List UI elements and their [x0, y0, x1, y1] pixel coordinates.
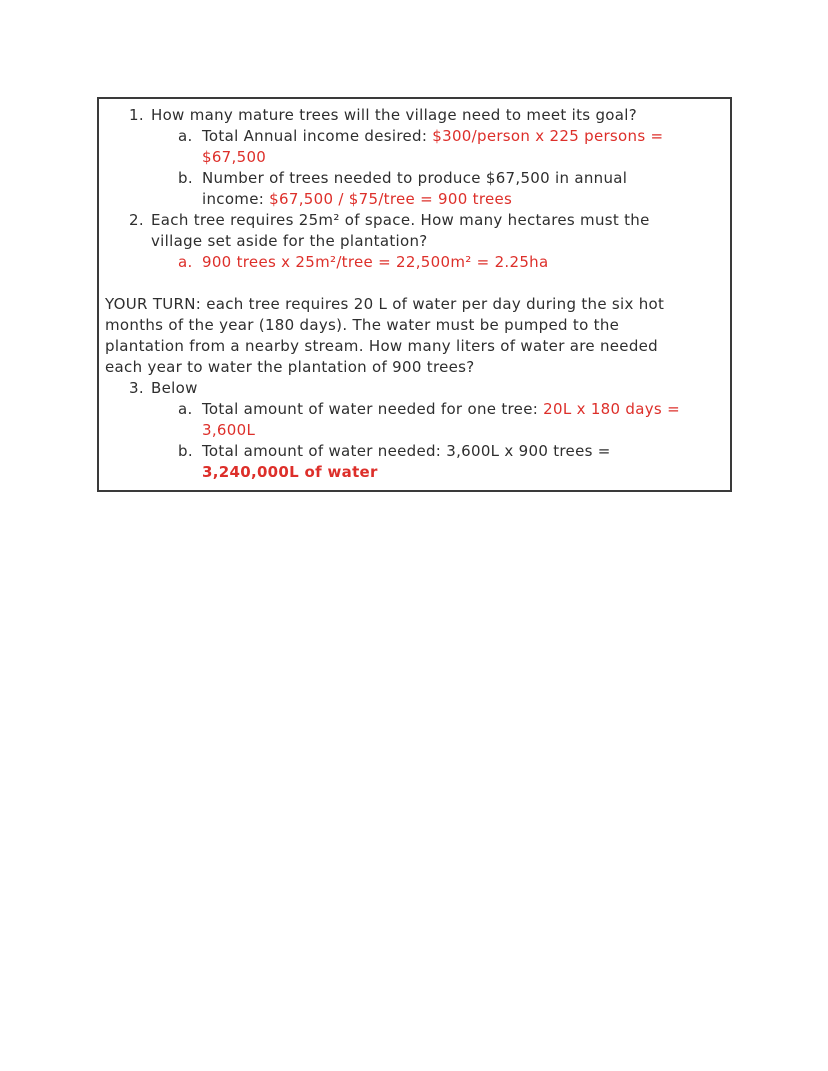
question-text-segment: YOUR TURN: each tree requires 20 L of water per day during the six hot	[105, 295, 665, 313]
block-text	[151, 378, 726, 399]
question-text-segment: Each tree requires 25m² of space. How many hectares must the	[151, 211, 650, 229]
block-text	[105, 294, 726, 378]
block-text	[202, 399, 726, 441]
list-marker: b.	[178, 169, 193, 187]
text-line	[202, 399, 726, 420]
question-text-segment: months of the year (180 days). The water must be pumped to the	[105, 316, 620, 334]
list-marker: a.	[178, 400, 193, 418]
question-text-segment: How many mature trees will the village need to meet its goal?	[151, 106, 637, 124]
list-marker: b.	[178, 442, 193, 460]
worksheet-block	[178, 441, 726, 483]
question-text-segment: Number of trees needed to produce $67,500 in annual	[202, 169, 628, 187]
list-marker: 1.	[129, 106, 144, 124]
list-marker: 2.	[129, 211, 144, 229]
text-line	[151, 231, 726, 252]
text-line	[202, 189, 726, 210]
worksheet-box	[97, 97, 732, 492]
list-marker: a.	[178, 253, 193, 271]
list-marker: 3.	[129, 379, 144, 397]
text-line	[105, 336, 726, 357]
worksheet-block	[178, 252, 726, 273]
answer-text-segment: 3,240,000L of water	[202, 463, 378, 481]
answer-text-segment: 900 trees x 25m²/tree = 22,500m² = 2.25ha	[202, 253, 549, 271]
question-text-segment: Total Annual income desired:	[202, 127, 433, 145]
text-line	[105, 357, 726, 378]
answer-text-segment: $300/person x 225 persons =	[432, 127, 664, 145]
question-text-segment: income:	[202, 190, 270, 208]
text-line	[105, 315, 726, 336]
text-line	[151, 105, 726, 126]
answer-text-segment: 3,600L	[202, 421, 256, 439]
question-text-segment: plantation from a nearby stream. How many liters of water are needed	[105, 337, 658, 355]
answer-text-segment: $67,500 / $75/tree = 900 trees	[269, 190, 513, 208]
block-text	[151, 105, 726, 126]
question-text-segment: each year to water the plantation of 900 trees?	[105, 358, 475, 376]
answer-text-segment: $67,500	[202, 148, 267, 166]
worksheet-block	[129, 378, 726, 399]
answer-text-segment: 20L x 180 days =	[543, 400, 680, 418]
block-text	[202, 168, 726, 210]
worksheet-block	[105, 294, 726, 378]
list-marker: a.	[178, 127, 193, 145]
text-line	[202, 462, 726, 483]
text-line	[202, 147, 726, 168]
block-text	[202, 252, 726, 273]
block-text	[202, 441, 726, 483]
text-line	[151, 378, 726, 399]
text-line	[202, 441, 726, 462]
question-text-segment: village set aside for the plantation?	[151, 232, 428, 250]
text-line	[202, 252, 726, 273]
worksheet-block	[129, 210, 726, 252]
question-text-segment: Below	[151, 379, 198, 397]
text-line	[202, 126, 726, 147]
text-line	[151, 210, 726, 231]
blank-line	[105, 273, 726, 294]
worksheet-block	[178, 126, 726, 168]
question-text-segment: Total amount of water needed: 3,600L x 900 trees =	[202, 442, 611, 460]
block-text	[151, 210, 726, 252]
text-line	[202, 168, 726, 189]
text-line	[202, 420, 726, 441]
question-text-segment: Total amount of water needed for one tree:	[202, 400, 544, 418]
block-text	[202, 126, 726, 168]
worksheet-block	[178, 399, 726, 441]
worksheet-block	[129, 105, 726, 126]
text-line	[105, 294, 726, 315]
worksheet-block	[178, 168, 726, 210]
